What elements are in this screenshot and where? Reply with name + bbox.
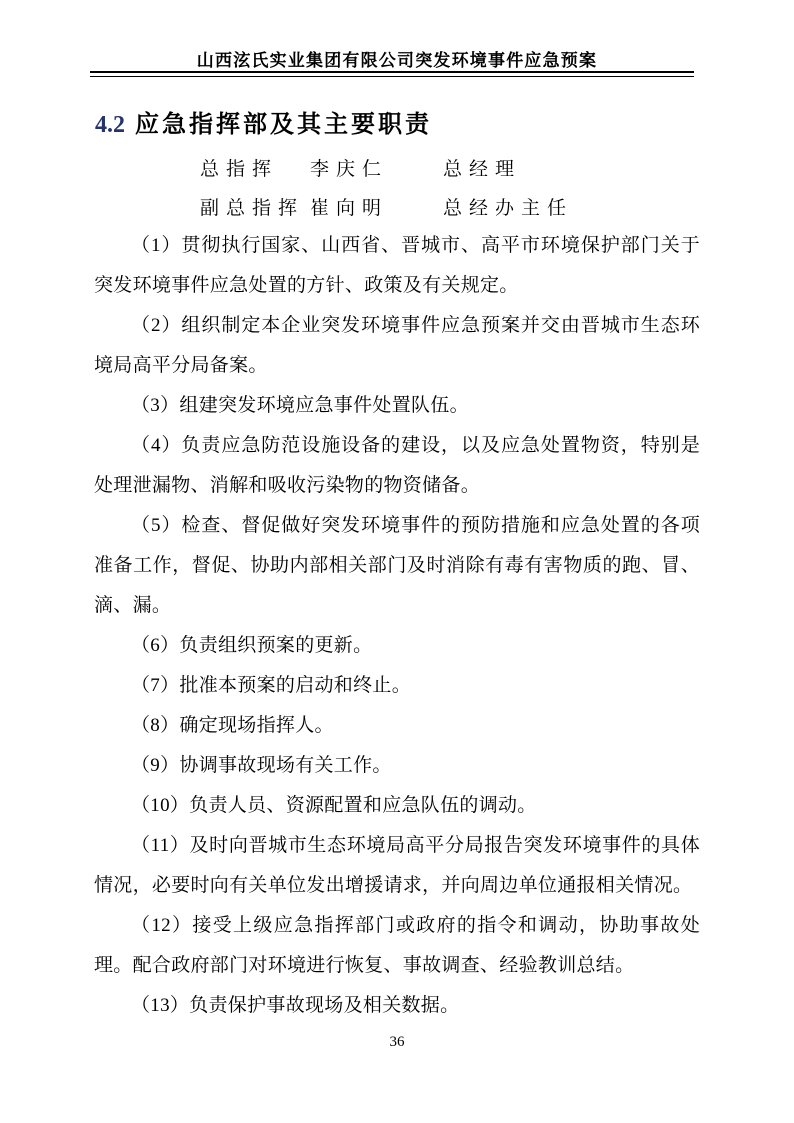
roster-row-deputy: [94, 189, 734, 228]
duty-item-1: （1）贯彻执行国家、山西省、晋城市、高平市环境保护部门关于突发环境事件应急处置的方针、政策及有关规定。: [94, 235, 700, 296]
duty-item-3: （3）组建突发环境应急事件处置队伍。: [131, 395, 469, 416]
roster-name: 崔向明: [310, 198, 389, 219]
roster-role: 总指挥: [200, 159, 279, 180]
duty-item-8: （8）确定现场指挥人。: [131, 715, 334, 736]
duty-item-12: （12）接受上级应急指挥部门或政府的指令和调动，协助事故处理。配合政府部门对环境进行恢复、事故调查、经验教训总结。: [94, 915, 700, 976]
section-title: 应急指挥部及其主要职责: [135, 111, 432, 138]
duty-item-9: （9）协调事故现场有关工作。: [131, 755, 392, 776]
duty-item-4: （4）负责应急防范设施设备的建设，以及应急处置物资，特别是处理泄漏物、消解和吸收污染物的物资储备。: [94, 435, 700, 496]
roster-name: 李庆仁: [310, 159, 389, 180]
running-header-title: 山西泫氏实业集团有限公司突发环境事件应急预案: [196, 51, 598, 70]
roster-role: 副总指挥: [200, 198, 305, 219]
roster-row-chief: [94, 150, 734, 189]
command-roster: [94, 150, 734, 228]
roster-position: 总经办主任: [443, 198, 574, 219]
duty-list: [94, 226, 700, 1026]
section-heading: [95, 104, 432, 139]
duty-item-11: （11）及时向晋城市生态环境局高平分局报告突发环境事件的具体情况，必要时向有关单位发出增援请求，并向周边单位通报相关情况。: [94, 835, 700, 896]
duty-item-10: （10）负责人员、资源配置和应急队伍的调动。: [131, 795, 537, 816]
duty-item-5: （5）检查、督促做好突发环境事件的预防措施和应急处置的各项准备工作，督促、协助内部相关部门及时消除有毒有害物质的跑、冒、滴、漏。: [94, 515, 700, 616]
roster-position: 总经理: [443, 159, 522, 180]
section-number: 4.2: [95, 112, 125, 138]
duty-item-13: （13）负责保护事故现场及相关数据。: [131, 995, 460, 1016]
duty-item-6: （6）负责组织预案的更新。: [131, 635, 373, 656]
page-number: 36: [389, 1034, 405, 1050]
header-divider-rule: [90, 71, 694, 77]
duty-item-2: （2）组织制定本企业突发环境事件应急预案并交由晋城市生态环境局高平分局备案。: [94, 315, 700, 376]
duty-item-7: （7）批准本预案的启动和终止。: [131, 675, 412, 696]
